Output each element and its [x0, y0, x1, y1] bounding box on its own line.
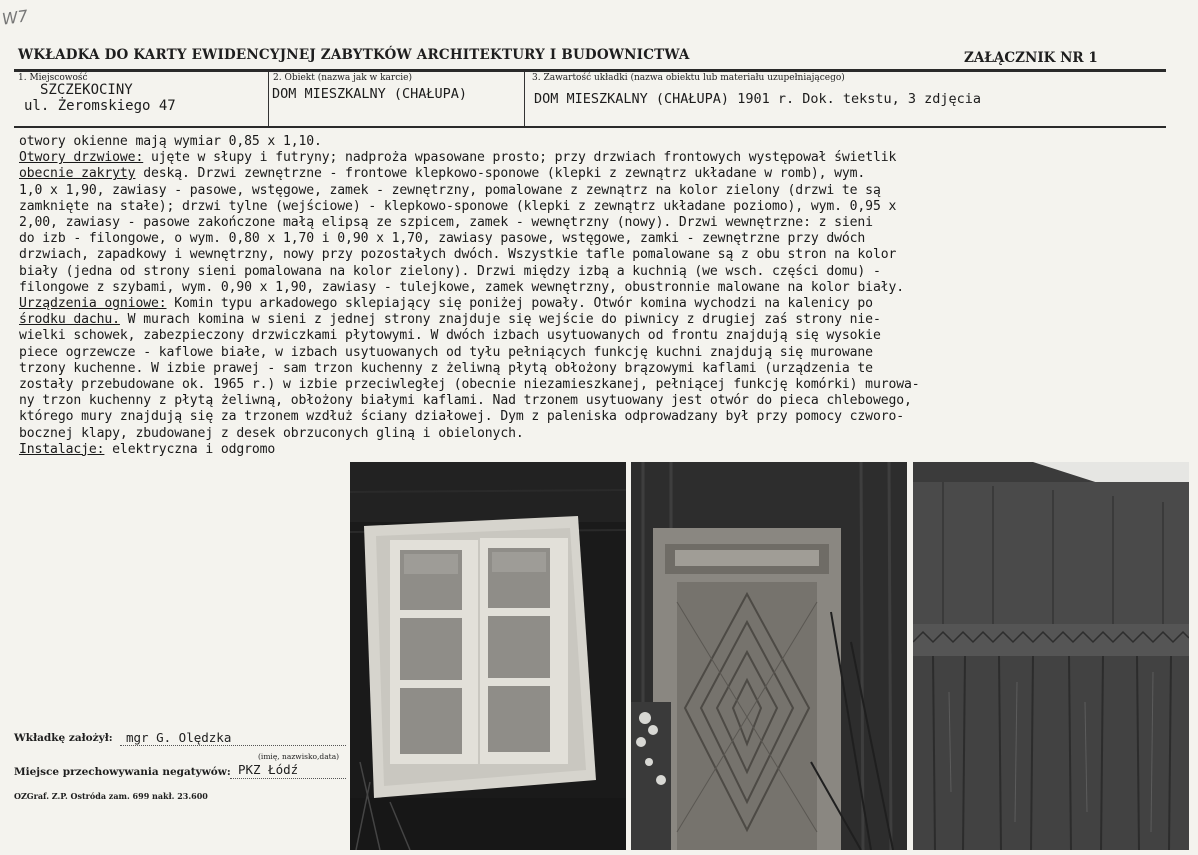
object-value: DOM MIESZKALNY (CHAŁUPA): [272, 86, 468, 102]
locality-value-line2: ul. Żeromskiego 47: [24, 98, 176, 114]
struck-text: środku dachu.: [19, 312, 120, 328]
text-line: 1,0 x 1,90, zawiasy - pasowe, wstęgowe, zamek - zewnętrzny, pomalowane z zewnątrz na kolor zielony (drzwi te są: [19, 182, 881, 198]
name-hint: (imię, nazwisko,data): [258, 752, 340, 761]
text-line: wielki schowek, zabezpieczony drzwiczkami płytowymi. W dwóch izbach usytuowanych od frontu znajdują się wysokie: [19, 328, 881, 344]
negatives-line: [230, 778, 346, 779]
field-separator: [268, 72, 269, 126]
text-line: do izb - filongowe, o wym. 0,80 x 1,70 i 0,90 x 1,70, zawiasy pasowe, wstęgowe, zamki - zewnętrzne przy dwóch: [19, 231, 866, 247]
negatives-value: PKZ Łódź: [238, 762, 299, 777]
text-line: Instalacje: elektryczna i odgromo: [19, 441, 276, 457]
wall-photo: [913, 462, 1189, 850]
text-line: biały (jedna od strony sieni pomalowana na kolor zielony). Drzwi między izbą a kuchnią (we wsch. części domu) -: [19, 263, 881, 279]
struck-text: obecnie zakryty: [19, 166, 136, 182]
text-line: zostały przebudowane ok. 1965 r.) w izbie przeciwległej (obecnie niezamieszkanej, pełniącej funkcję komórki) murowa-: [19, 377, 920, 393]
section-heading-installations: Instalacje:: [19, 441, 105, 457]
text-line: którego mury znajdują się za trzonem wzdłuż ściany działowej. Dym z paleniska odprowadzany był przy pomocy czworo-: [19, 409, 904, 425]
printer-info: OZGraf. Z.P. Ostróda zam. 699 nakł. 23.600: [14, 791, 208, 801]
section-heading-fire: Urządzenia ogniowe:: [19, 296, 167, 312]
contents-value: DOM MIESZKALNY (CHAŁUPA) 1901 r. Dok. tekstu, 3 zdjęcia: [534, 91, 982, 107]
text-line: Urządzenia ogniowe: Komin typu arkadowego sklepiający się poniżej powały. Otwór komina wychodzi na kalenicy po: [19, 296, 873, 312]
locality-value-line1: SZCZEKOCINY: [40, 82, 133, 98]
compiled-by-line: [120, 745, 346, 746]
door-photo: [631, 462, 907, 850]
negatives-label: Miejsce przechowywania negatywów:: [14, 766, 231, 778]
form-title: WKŁADKA DO KARTY EWIDENCYJNEJ ZABYTKÓW ARCHITEKTURY I BUDOWNICTWA: [18, 47, 690, 63]
section-heading-doors: Otwory drzwiowe:: [19, 150, 144, 166]
text-line: 2,00, zawiasy - pasowe zakończone małą elipsą ze szpicem, zamek - wewnętrzny (nowy). Drzwi wewnętrzne: z sieni: [19, 215, 873, 231]
description-text: [19, 134, 1169, 458]
corner-mark: W7: [0, 6, 30, 29]
text-line: bocznej klapy, zbudowanej z desek obrzuconych gliną i obielonych.: [19, 425, 524, 441]
text-line: filongowe z szybami, wym. 0,90 x 1,90, zawiasy - tulejkowe, zamek wewnętrzny, obustronnie malowane na kolor biały.: [19, 279, 904, 295]
text-line: obecnie zakryty deską. Drzwi zewnętrzne - frontowe klepkowo-sponowe (klepki z zewnątrz układane w romb), wym.: [19, 166, 866, 182]
contents-label: 3. Zawartość układki (nazwa obiektu lub materiału uzupełniającego): [532, 73, 845, 83]
text-line: zamknięte na stałe); drzwi tylne (wejściowe) - klepkowo-sponowe (klepki z zewnątrz układane poziomo), wym. 0,95 x: [19, 198, 897, 214]
text-line: otwory okienne mają wymiar 0,85 x 1,10.: [19, 134, 322, 149]
annex-number: ZAŁĄCZNIK NR 1: [964, 50, 1098, 66]
text-line: piece ogrzewcze - kaflowe białe, w izbach usytuowanych od tyłu pełniących funkcję kuchni znajdują się murowane: [19, 344, 873, 360]
window-photo: [350, 462, 626, 850]
text-line: trzony kuchenne. W izbie prawej - sam trzon kuchenny z żeliwną płytą obłożony brązowymi kaflami (urządzenia te: [19, 360, 873, 376]
fields-rule: [14, 126, 1166, 128]
compiled-by-value: mgr G. Olędzka: [126, 730, 232, 745]
text-line: ny trzon kuchenny z płytą żeliwną, obłożony białymi kaflami. Nad trzonem usytuowany jest otwór do pieca chlebowego,: [19, 393, 912, 409]
text-line: środku dachu. W murach komina w sieni z jednej strony znajduje się wejście do piwnicy z drugiej zaś strony nie-: [19, 312, 881, 328]
compiled-by-label: Wkładkę założył:: [14, 732, 113, 744]
locality-label: 1. Miejscowość: [18, 73, 88, 83]
object-label: 2. Obiekt (nazwa jak w karcie): [273, 73, 412, 83]
header-rule: [14, 69, 1166, 72]
field-separator: [524, 72, 525, 126]
text-line: drzwiach, zapadkowy i wewnętrzny, nowy przy pozostałych dwóch. Wszystkie tafle pomalowane są z obu stron na kolor: [19, 247, 897, 263]
text-line: Otwory drzwiowe: ujęte w słupy i futryny; nadproża wpasowane prosto; przy drzwiach frontowych występował świetlik: [19, 150, 897, 166]
